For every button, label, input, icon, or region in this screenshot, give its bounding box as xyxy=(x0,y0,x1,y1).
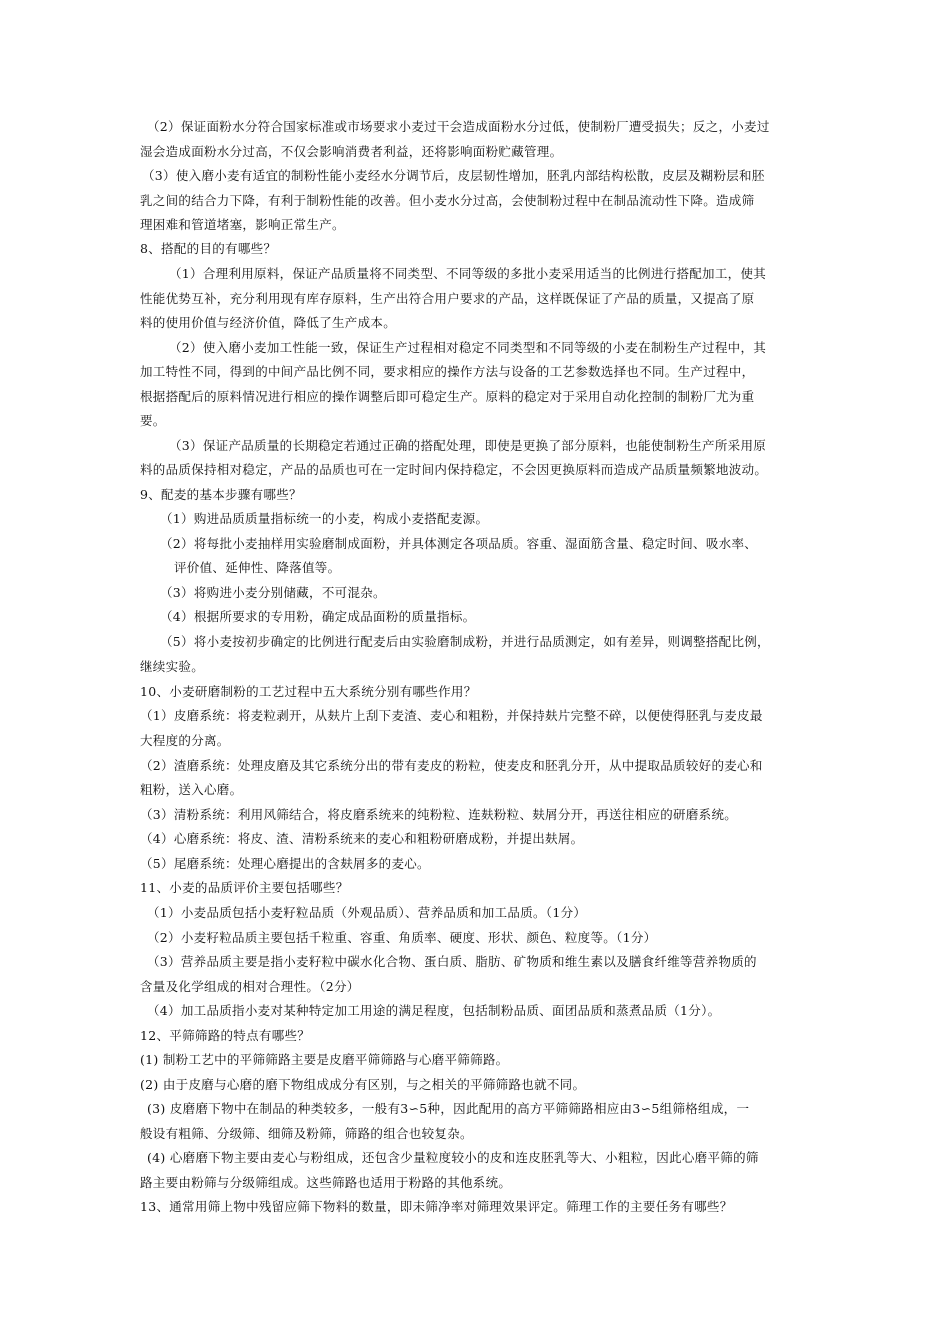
text-line: （3）营养品质主要是指小麦籽粒中碳水化合物、蛋白质、脂肪、矿物质和维生素以及膳食纤维等营养物质的 xyxy=(147,954,757,969)
text-line: 评价值、延伸性、降落值等。 xyxy=(174,560,341,575)
text-line: （1）合理利用原料，保证产品质量将不同类型、不同等级的多批小麦采用适当的比例进行搭配加工，使其 xyxy=(169,266,767,281)
text-line: （2）保证面粉水分符合国家标准或市场要求小麦过干会造成面粉水分过低，使制粉厂遭受损失；反之，小麦过 xyxy=(147,119,770,134)
text-line: 继续实验。 xyxy=(140,659,205,674)
text-line: (3) 皮磨磨下物中在制品的种类较多，一般有3∽5种，因此配用的高方平筛筛路相应由3∽5组筛格组成，一 xyxy=(147,1101,750,1116)
text-line: 加工特性不同，得到的中间产品比例不同，要求相应的操作方法与设备的工艺参数选择也不同。生产过程中， xyxy=(140,364,755,379)
section-heading: 12、平筛筛路的特点有哪些？ xyxy=(140,1028,311,1043)
text-line: 理困难和管道堵塞，影响正常生产。 xyxy=(140,217,345,232)
text-line: 料的品质保持相对稳定，产品的品质也可在一定时间内保持稳定，不会因更换原料而造成产品质量频繁地波动。 xyxy=(140,462,768,477)
text-line: 要。 xyxy=(140,413,166,428)
text-line: (4) 心磨磨下物主要由麦心与粉组成，还包含少量粒度较小的皮和连皮胚乳等大、小粗粒，因此心磨平筛的筛 xyxy=(147,1150,759,1165)
text-line: （2）将每批小麦抽样用实验磨制成面粉，并具体测定各项品质。容重、湿面筋含量、稳定时间、吸水率、 xyxy=(160,536,758,551)
text-line: (1) 制粉工艺中的平筛筛路主要是皮磨平筛筛路与心磨平筛筛路。 xyxy=(140,1052,509,1067)
text-line: 根据搭配后的原料情况进行相应的操作调整后即可稳定生产。原料的稳定对于采用自动化控制的制粉厂尤为重 xyxy=(140,389,755,404)
text-line: （5）尾磨系统：处理心磨提出的含麸屑多的麦心。 xyxy=(140,856,430,871)
section-heading: 9、配麦的基本步骤有哪些？ xyxy=(140,487,302,502)
text-line: 般设有粗筛、分级筛、细筛及粉筛，筛路的组合也较复杂。 xyxy=(140,1126,473,1141)
text-line: 乳之间的结合力下降，有利于制粉性能的改善。但小麦水分过高，会使制粉过程中在制品流动性下降。造成筛 xyxy=(140,193,755,208)
section-heading: 10、小麦研磨制粉的工艺过程中五大系统分别有哪些作用？ xyxy=(140,684,477,699)
text-line: 含量及化学组成的相对合理性。（2分） xyxy=(140,979,360,994)
text-line: （2）渣磨系统：处理皮磨及其它系统分出的带有麦皮的粉粒，使麦皮和胚乳分开，从中提取品质较好的麦心和 xyxy=(140,758,763,773)
text-line: （1）皮磨系统：将麦粒剥开，从麸片上刮下麦渣、麦心和粗粉，并保持麸片完整不碎，以便使得胚乳与麦皮最 xyxy=(140,708,763,723)
text-line: （2）使入磨小麦加工性能一致，保证生产过程相对稳定不同类型和不同等级的小麦在制粉生产过程中，其 xyxy=(169,340,767,355)
text-line: 湿会造成面粉水分过高，不仅会影响消费者利益，还将影响面粉贮藏管理。 xyxy=(140,144,563,159)
text-line: （5）将小麦按初步确定的比例进行配麦后由实验磨制成粉，并进行品质测定，如有差异，则调整搭配比例， xyxy=(160,634,770,649)
text-line: 路主要由粉筛与分级筛组成。这些筛路也适用于粉路的其他系统。 xyxy=(140,1175,512,1190)
section-heading: 11、小麦的品质评价主要包括哪些？ xyxy=(140,880,349,895)
text-line: 性能优势互补，充分利用现有库存原料，生产出符合用户要求的产品，这样既保证了产品的质量，又提高了原 xyxy=(140,291,755,306)
text-line: （1）购进品质质量指标统一的小麦，构成小麦搭配麦源。 xyxy=(160,511,489,526)
section-heading: 13、通常用筛上物中残留应筛下物料的数量，即未筛净率对筛理效果评定。筛理工作的主要任务有哪些？ xyxy=(140,1199,733,1214)
section-heading: 8、搭配的目的有哪些？ xyxy=(140,241,277,256)
text-line: （1）小麦品质包括小麦籽粒品质（外观品质）、营养品质和加工品质。（1分） xyxy=(147,905,587,920)
text-line: 粗粉，送入心磨。 xyxy=(140,782,243,797)
text-line: （4）根据所要求的专用粉，确定成品面粉的质量指标。 xyxy=(160,609,476,624)
text-line: （4）心磨系统：将皮、渣、清粉系统来的麦心和粗粉研磨成粉，并提出麸屑。 xyxy=(140,831,584,846)
text-line: （3）保证产品质量的长期稳定若通过正确的搭配处理，即使是更换了部分原料，也能使制粉生产所采用原 xyxy=(169,438,767,453)
text-line: (2) 由于皮磨与心磨的磨下物组成成分有区别，与之相关的平筛筛路也就不同。 xyxy=(140,1077,586,1092)
text-line: （3）使入磨小麦有适宜的制粉性能小麦经水分调节后，皮层韧性增加，胚乳内部结构松散，皮层及糊粉层和胚 xyxy=(142,168,765,183)
text-line: 大程度的分离。 xyxy=(140,733,230,748)
text-line: （2）小麦籽粒品质主要包括千粒重、容重、角质率、硬度、形状、颜色、粒度等。（1分） xyxy=(147,930,657,945)
text-line: （3）清粉系统：利用风筛结合，将皮磨系统来的纯粉粒、连麸粉粒、麸屑分开，再送往相应的研磨系统。 xyxy=(140,807,738,822)
text-line: （3）将购进小麦分别储藏，不可混杂。 xyxy=(160,585,386,600)
text-line: 料的使用价值与经济价值，降低了生产成本。 xyxy=(140,315,397,330)
text-line: （4）加工品质指小麦对某种特定加工用途的满足程度，包括制粉品质、面团品质和蒸煮品质（1分）。 xyxy=(147,1003,721,1018)
